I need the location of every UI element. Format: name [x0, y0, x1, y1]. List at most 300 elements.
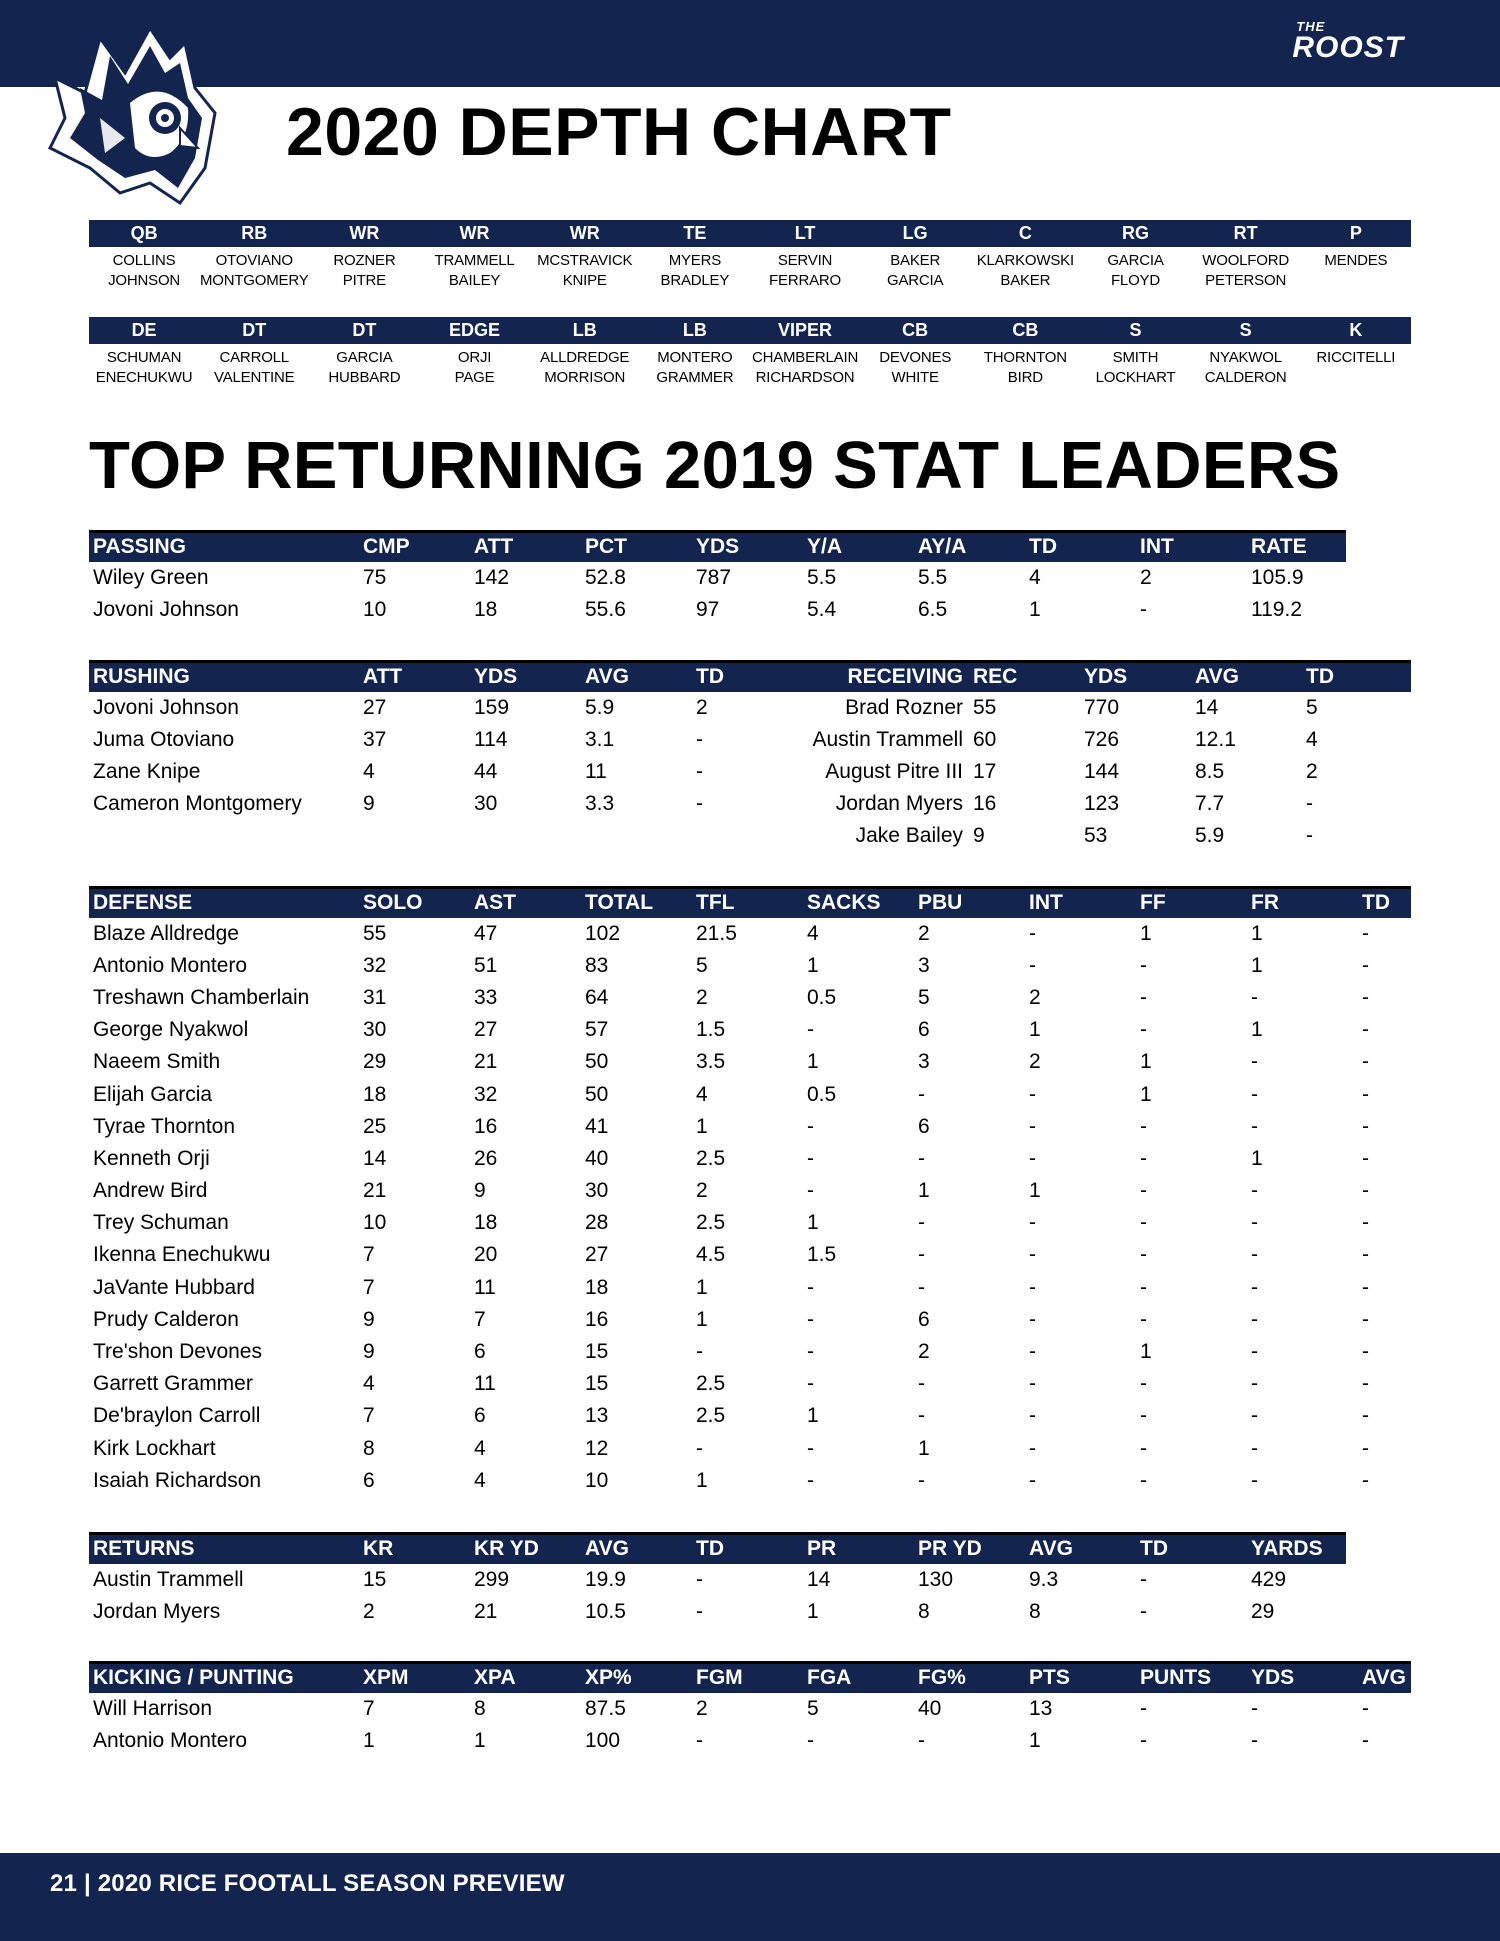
stat-value-cell: - [1140, 1696, 1147, 1720]
table-header-cell: FG% [914, 1663, 1025, 1693]
table-row [89, 950, 1411, 982]
stat-value-cell: - [1362, 921, 1369, 945]
table-row [89, 692, 1411, 724]
stat-value-cell: 7.7 [1195, 792, 1225, 816]
stat-value-cell: 37 [363, 727, 387, 751]
stat-value-cell: 9 [363, 1340, 375, 1364]
stat-value-cell: 1 [363, 1728, 375, 1752]
depth-player-second [1301, 269, 1411, 291]
stat-value-cell: 5 [1306, 695, 1318, 719]
stat-value-cell: - [696, 792, 703, 816]
depth-player-first: ROZNER [333, 251, 396, 269]
stat-value-cell: - [1029, 953, 1036, 977]
depth-player-second: PITRE [342, 271, 386, 289]
depth-position-header: WR [530, 220, 640, 247]
stat-value-cell: 6 [918, 1114, 930, 1138]
stat-value-cell: - [1251, 1340, 1258, 1364]
table-header-cell: Y/A [803, 532, 914, 562]
table-header-cell: XPA [470, 1663, 581, 1693]
depth-player-first: SCHUMAN [106, 348, 182, 366]
stat-value-cell: 16 [973, 792, 997, 816]
player-name-cell: Cameron Montgomery [93, 792, 302, 816]
depth-player-first: RICCITELLI [1316, 348, 1396, 366]
table-header-cell: ATT [470, 532, 581, 562]
player-name-cell: Elijah Garcia [93, 1082, 213, 1106]
depth-position-header: RB [199, 220, 309, 247]
stat-value-cell: - [1140, 1372, 1147, 1396]
table-header-cell: FF [1136, 888, 1247, 918]
stat-value-cell: 1 [1029, 1018, 1041, 1042]
depth-player-first: ORJI [457, 348, 492, 366]
stat-value-cell: 1 [696, 1307, 708, 1331]
table-header-cell: FGA [803, 1663, 914, 1693]
depth-player-first: MONTERO [657, 348, 733, 366]
stat-value-cell: - [807, 1018, 814, 1042]
table-row [89, 918, 1411, 950]
table-row [89, 982, 1411, 1014]
table-row [89, 1336, 1411, 1368]
table-header-cell: SACKS [803, 888, 914, 918]
depth-position-header: TE [640, 220, 750, 247]
player-name-cell: Tyrae Thornton [93, 1114, 236, 1138]
stat-value-cell: 9.3 [1029, 1567, 1059, 1591]
stat-value-cell: 21 [474, 1050, 498, 1074]
depth-position-header: DT [199, 317, 309, 344]
stat-value-cell: 30 [363, 1018, 387, 1042]
table-header-cell: TOTAL [581, 888, 692, 918]
table-row [89, 1272, 1411, 1304]
table-header-cell: TD [1358, 888, 1411, 918]
depth-player-first: CARROLL [219, 348, 289, 366]
depth-player-first: ALLDREDGE [540, 348, 630, 366]
depth-position-header: VIPER [750, 317, 860, 344]
stat-value-cell: 55.6 [585, 597, 626, 621]
kicking-punting-table [89, 1661, 1411, 1757]
stat-value-cell: 47 [474, 921, 498, 945]
player-name-cell: Tre'shon Devones [93, 1340, 262, 1364]
depth-position-header: QB [89, 220, 199, 247]
stat-value-cell: - [1362, 1211, 1369, 1235]
stat-value-cell: - [918, 1211, 925, 1235]
depth-player-second: GRAMMER [656, 368, 734, 386]
footer-text: 21 | 2020 RICE FOOTALL SEASON PREVIEW [50, 1870, 565, 1897]
stat-value-cell: - [1362, 1468, 1369, 1492]
table-header-cell: TD [692, 662, 803, 692]
stat-value-cell: 8.5 [1195, 759, 1225, 783]
depth-player-first: BAKER [890, 251, 941, 269]
stat-value-cell: - [1029, 1340, 1036, 1364]
table-row [89, 724, 1411, 756]
table-header-cell: KR YD [470, 1534, 581, 1564]
stat-value-cell: - [1251, 1404, 1258, 1428]
stat-value-cell: 7 [363, 1404, 375, 1428]
stat-value-cell: 5 [807, 1696, 819, 1720]
depth-player-second: PETERSON [1205, 271, 1287, 289]
stat-value-cell: 3.5 [696, 1050, 726, 1074]
stat-value-cell: 7 [363, 1243, 375, 1267]
stat-value-cell: 1 [1251, 921, 1263, 945]
stat-value-cell: 13 [585, 1404, 609, 1428]
table-header-cell: TD [1136, 1534, 1247, 1564]
table-header-cell: FGM [692, 1663, 803, 1693]
stat-value-cell: 53 [1084, 824, 1108, 848]
stat-value-cell: 8 [363, 1436, 375, 1460]
depth-player-second: BIRD [1007, 368, 1043, 386]
owl-mascot-icon [30, 18, 230, 208]
stat-value-cell: - [1362, 1082, 1369, 1106]
stat-value-cell: 29 [363, 1050, 387, 1074]
depth-position-header: CB [970, 317, 1080, 344]
stat-value-cell: 97 [696, 597, 720, 621]
stat-value-cell: 21.5 [696, 921, 737, 945]
stat-value-cell: - [1140, 597, 1147, 621]
player-name-cell: Treshawn Chamberlain [93, 985, 310, 1009]
stat-value-cell: 5.5 [807, 565, 837, 589]
depth-player-first: SMITH [1112, 348, 1159, 366]
player-name-cell: Jovoni Johnson [93, 695, 239, 719]
depth-player-second: PAGE [454, 368, 495, 386]
stat-value-cell: 15 [363, 1567, 387, 1591]
stat-value-cell: 1 [918, 1436, 930, 1460]
table-row [89, 1564, 1346, 1596]
stat-value-cell: - [807, 1372, 814, 1396]
stat-value-cell: - [1362, 1243, 1369, 1267]
stat-value-cell: 1 [1251, 1018, 1263, 1042]
stat-value-cell: 51 [474, 953, 498, 977]
stat-value-cell: - [696, 1436, 703, 1460]
depth-player-second: BAILEY [448, 271, 501, 289]
table-header-cell: RATE [1247, 532, 1346, 562]
stat-value-cell: 5.9 [585, 695, 615, 719]
stat-value-cell: 1.5 [807, 1243, 837, 1267]
stat-value-cell: 144 [1084, 759, 1120, 783]
stat-value-cell: 40 [585, 1146, 609, 1170]
table-header-cell: AY/A [914, 532, 1025, 562]
stat-value-cell: 27 [585, 1243, 609, 1267]
stat-value-cell: 8 [1029, 1599, 1041, 1623]
stat-value-cell: - [1251, 985, 1258, 1009]
stat-value-cell: - [1362, 1146, 1369, 1170]
stat-value-cell: - [696, 1340, 703, 1364]
table-header-cell: PBU [914, 888, 1025, 918]
table-header-cell: REC [969, 662, 1080, 692]
stat-value-cell: - [1362, 985, 1369, 1009]
stat-value-cell: 32 [474, 1082, 498, 1106]
depth-player-first: NYAKWOL [1209, 348, 1282, 366]
stat-value-cell: 4 [1306, 727, 1318, 751]
stat-value-cell: 2.5 [696, 1372, 726, 1396]
stat-value-cell: 25 [363, 1114, 387, 1138]
depth-position-header: RG [1080, 220, 1190, 247]
stat-value-cell: - [1362, 1018, 1369, 1042]
depth-player-first: COLLINS [112, 251, 176, 269]
stat-value-cell: - [1140, 1567, 1147, 1591]
stat-value-cell: 1 [1140, 1082, 1152, 1106]
stat-value-cell: - [1029, 1082, 1036, 1106]
player-name-cell: Jordan Myers [93, 1599, 221, 1623]
defense-depth-table [89, 317, 1411, 388]
stat-value-cell: 50 [585, 1082, 609, 1106]
table-row [89, 1400, 1411, 1432]
stat-value-cell: 14 [363, 1146, 387, 1170]
depth-player-first: MENDES [1324, 251, 1388, 269]
stat-value-cell: 1 [807, 1404, 819, 1428]
table-header-cell: RETURNS [89, 1534, 359, 1564]
stat-value-cell: 57 [585, 1018, 609, 1042]
table-row [89, 1014, 1411, 1046]
stat-value-cell: 114 [474, 727, 508, 751]
stat-value-cell: 21 [474, 1599, 498, 1623]
depth-player-first: WOOLFORD [1202, 251, 1289, 269]
depth-player-second: BRADLEY [660, 271, 730, 289]
player-name-cell: Austin Trammell [93, 1567, 244, 1591]
stat-value-cell: 2 [696, 695, 708, 719]
depth-chart-title: 2020 DEPTH CHART [286, 94, 952, 170]
player-name-cell: Will Harrison [93, 1696, 213, 1720]
depth-player-first: MCSTRAVICK [537, 251, 633, 269]
table-row [89, 1143, 1411, 1175]
depth-player-first: TRAMMELL [434, 251, 515, 269]
table-header-cell: PR YD [914, 1534, 1025, 1564]
stat-value-cell: 7 [363, 1696, 375, 1720]
table-row [89, 1725, 1411, 1757]
player-name-cell: JaVante Hubbard [93, 1275, 255, 1299]
stat-value-cell: 429 [1251, 1567, 1287, 1591]
stat-value-cell: - [807, 1275, 814, 1299]
stat-value-cell: - [1140, 985, 1147, 1009]
table-header-cell: PCT [581, 532, 692, 562]
stat-value-cell: 19.9 [585, 1567, 626, 1591]
stat-value-cell: 12 [585, 1436, 609, 1460]
stat-value-cell: 55 [973, 695, 997, 719]
depth-player-second: JOHNSON [108, 271, 181, 289]
stat-value-cell: 1 [1140, 1050, 1152, 1074]
stat-value-cell: - [1251, 1307, 1258, 1331]
stat-value-cell: - [696, 727, 703, 751]
stat-value-cell: 32 [363, 953, 387, 977]
depth-player-first: DEVONES [879, 348, 952, 366]
stat-value-cell: 1 [1029, 1728, 1041, 1752]
passing-table [89, 530, 1346, 626]
depth-player-first: CHAMBERLAIN [751, 348, 859, 366]
stat-value-cell: 299 [474, 1567, 510, 1591]
stat-value-cell: - [918, 1404, 925, 1428]
depth-position-header: CB [860, 317, 970, 344]
table-header-cell: YDS [1080, 662, 1191, 692]
table-header-cell: CMP [359, 532, 470, 562]
stat-value-cell: 16 [585, 1307, 609, 1331]
stat-value-cell: 14 [807, 1567, 831, 1591]
stat-value-cell: 1 [696, 1114, 708, 1138]
stat-value-cell: 64 [585, 985, 609, 1009]
depth-position-header: RT [1191, 220, 1301, 247]
table-row [89, 1433, 1411, 1465]
table-header-cell: PR [803, 1534, 914, 1564]
stat-value-cell: - [918, 1146, 925, 1170]
table-header-cell: AVG [1358, 1663, 1411, 1693]
stat-value-cell: 2 [1306, 759, 1318, 783]
stat-value-cell: 75 [363, 565, 387, 589]
table-header-cell: PASSING [89, 532, 359, 562]
stat-value-cell: 52.8 [585, 565, 626, 589]
depth-player-first: KLARKOWSKI [976, 251, 1074, 269]
depth-position-header: C [970, 220, 1080, 247]
depth-position-header: EDGE [419, 317, 529, 344]
returns-table [89, 1532, 1346, 1628]
stat-value-cell: 2.5 [696, 1146, 726, 1170]
stat-value-cell: - [1251, 1082, 1258, 1106]
stat-value-cell: 6 [918, 1307, 930, 1331]
table-header-cell: YDS [692, 532, 803, 562]
player-name-cell: Prudy Calderon [93, 1307, 239, 1331]
table-header-cell: ATT [359, 662, 470, 692]
stat-value-cell: 9 [973, 824, 985, 848]
stat-value-cell: - [1251, 1436, 1258, 1460]
stat-value-cell: 3 [918, 953, 930, 977]
stat-value-cell: 2 [696, 1696, 708, 1720]
table-row [89, 1207, 1411, 1239]
stat-value-cell: - [696, 759, 703, 783]
depth-position-header: S [1080, 317, 1190, 344]
table-header-cell: PUNTS [1136, 1663, 1247, 1693]
table-header-cell: RUSHING [89, 662, 359, 692]
stat-value-cell: 87.5 [585, 1696, 626, 1720]
stat-value-cell: - [1251, 1696, 1258, 1720]
stat-value-cell: - [1140, 953, 1147, 977]
stat-value-cell: 15 [585, 1372, 609, 1396]
stat-value-cell [470, 820, 581, 852]
stat-value-cell: 10 [363, 597, 387, 621]
player-name-cell: Naeem Smith [93, 1050, 221, 1074]
table-header-cell: XP% [581, 1663, 692, 1693]
table-header-cell: YDS [470, 662, 581, 692]
stat-value-cell: - [807, 1468, 814, 1492]
table-header-cell: SOLO [359, 888, 470, 918]
depth-player-second: GARCIA [887, 271, 944, 289]
stat-value-cell: 33 [474, 985, 498, 1009]
table-header-cell: AVG [1025, 1534, 1136, 1564]
table-row [89, 1368, 1411, 1400]
stat-value-cell: 11 [474, 1275, 496, 1299]
stat-value-cell: - [1140, 1599, 1147, 1623]
stat-value-cell: 10 [585, 1468, 609, 1492]
stat-value-cell: 726 [1084, 727, 1120, 751]
stat-value-cell: 1 [807, 1050, 819, 1074]
stat-value-cell: 1.5 [696, 1018, 726, 1042]
stat-value-cell: 4 [696, 1082, 708, 1106]
stat-value-cell [359, 820, 470, 852]
stat-value-cell: 4 [363, 759, 375, 783]
stat-value-cell: 30 [474, 792, 498, 816]
stat-value-cell: - [807, 1179, 814, 1203]
depth-position-header: P [1301, 220, 1411, 247]
depth-player-second: CALDERON [1204, 368, 1287, 386]
stat-value-cell: 26 [474, 1146, 498, 1170]
table-row [89, 1046, 1411, 1078]
stat-value-cell: 8 [918, 1599, 930, 1623]
stat-value-cell: - [807, 1728, 814, 1752]
stat-value-cell: - [918, 1275, 925, 1299]
stat-value-cell: - [1251, 1468, 1258, 1492]
depth-position-header: LB [640, 317, 750, 344]
depth-position-header: LT [750, 220, 860, 247]
depth-player-first: MYERS [668, 251, 722, 269]
stat-value-cell: 1 [1140, 1340, 1152, 1364]
stat-value-cell: 6 [474, 1404, 486, 1428]
stat-value-cell: 1 [807, 1211, 819, 1235]
player-name-cell: Jovoni Johnson [93, 597, 239, 621]
roost-logo [1292, 20, 1404, 63]
stat-value-cell: 7 [474, 1307, 486, 1331]
stat-value-cell: 50 [585, 1050, 609, 1074]
stat-value-cell: - [1362, 1307, 1369, 1331]
stat-value-cell: - [1251, 1275, 1258, 1299]
stat-value-cell: 5.5 [918, 565, 948, 589]
stat-value-cell: - [1251, 1179, 1258, 1203]
stat-value-cell: 159 [474, 695, 510, 719]
depth-player-second: FERRARO [769, 271, 841, 289]
stat-value-cell: 28 [585, 1211, 609, 1235]
defense-stats-table [89, 886, 1411, 1497]
stat-value-cell [692, 820, 803, 852]
stat-value-cell: - [1362, 1179, 1369, 1203]
table-header-cell: AVG [1191, 662, 1302, 692]
stat-value-cell: 21 [363, 1179, 387, 1203]
roost-logo-the: THE [1296, 19, 1326, 34]
stat-value-cell: - [918, 1728, 925, 1752]
stat-value-cell: 4 [363, 1372, 375, 1396]
stat-value-cell: - [1140, 1146, 1147, 1170]
table-row [89, 594, 1346, 626]
stat-value-cell: - [1029, 921, 1036, 945]
stat-value-cell: - [1362, 1404, 1369, 1428]
stat-value-cell: - [1251, 1243, 1258, 1267]
stat-value-cell: - [918, 1243, 925, 1267]
stat-value-cell: - [696, 1728, 703, 1752]
stat-value-cell: - [1140, 1307, 1147, 1331]
stat-value-cell: 6.5 [918, 597, 948, 621]
depth-player-second: VALENTINE [214, 368, 295, 386]
depth-position-header: LB [530, 317, 640, 344]
stat-value-cell: 83 [585, 953, 609, 977]
player-name-cell: Zane Knipe [93, 759, 201, 783]
stat-value-cell: - [807, 1436, 814, 1460]
stat-value-cell: - [1029, 1404, 1036, 1428]
stat-value-cell: - [1251, 1372, 1258, 1396]
stat-value-cell: 2 [696, 1179, 708, 1203]
table-header-cell: INT [1136, 532, 1247, 562]
stat-leaders-title: TOP RETURNING 2019 STAT LEADERS [89, 428, 1341, 503]
stat-value-cell: 18 [363, 1082, 387, 1106]
roost-logo-name: ROOST [1292, 31, 1404, 64]
stat-value-cell: 1 [1029, 1179, 1041, 1203]
stat-value-cell: 100 [585, 1728, 621, 1752]
stat-value-cell: 27 [363, 695, 387, 719]
table-header-cell: YDS [1247, 1663, 1358, 1693]
stat-value-cell: 11 [474, 1372, 496, 1396]
stat-value-cell: 55 [363, 921, 387, 945]
stat-value-cell: - [1029, 1211, 1036, 1235]
stat-value-cell: - [1362, 953, 1369, 977]
player-name-cell: Austin Trammell [812, 727, 963, 751]
stat-value-cell: 4.5 [696, 1243, 726, 1267]
stat-value-cell: 30 [585, 1179, 609, 1203]
player-name-cell: Antonio Montero [93, 953, 248, 977]
depth-player-second [1301, 366, 1411, 388]
stat-value-cell: 18 [474, 597, 498, 621]
stat-value-cell: 1 [918, 1179, 930, 1203]
stat-value-cell: - [1251, 1211, 1258, 1235]
